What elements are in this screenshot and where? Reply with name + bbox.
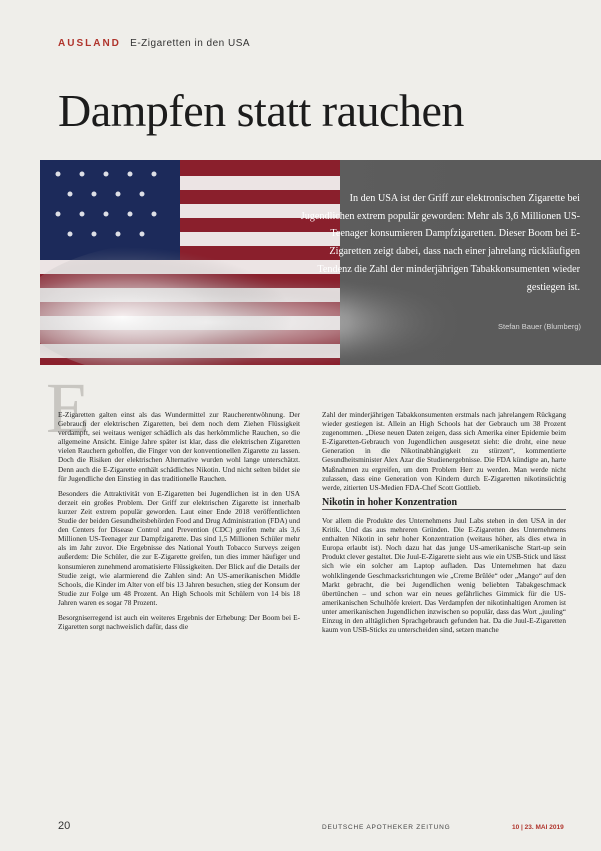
article-headline: Dampfen statt rauchen xyxy=(58,85,464,136)
paragraph: Vor allem die Produkte des Unternehmens Juul Labs stehen in den USA in der Kritik. Und das aus mehreren Gründen. Die E-Zigaretten des Unternehmens enthalten Nikotin in sehr hoher Konzentration (weitaus höher, als dies etwa in Europa erlaubt ist). Noch dazu hat das junge US-amerikanische Start-up sein Produkt clever gestaltet. Die Juul-E-Zigarette sieht aus wie ein USB-Stick und lässt sich wie ein solcher am Laptop aufladen. Das Unternehmen hat dazu wohlklingende Geschmacksrichtungen wie „Creme Brûlée“ oder „Mango“ auf den Markt gebracht, die bei Jugendlichen wenig beliebten Tabakgeschmack übertünchen – und schon war ein neues gefährliches Gimmick für die US-amerikanischen Schulhöfe kreiert. Das Verdampfen der nikotinhaltigen Aromen ist unter amerikanischen Jugendlichen inzwischen so populär, dass das Wort „juuling“ Einzug in den alltäglichen Sprachgebrauch gefunden hat. Da die Juul-E-Zigaretten kaum von USB-Sticks zu unterscheiden sind, setzen manche xyxy=(322,515,566,635)
paragraph: Besonders die Attraktivität von E-Zigaretten bei Jugendlichen ist in den USA derzeit ein großes Problem. Der Griff zur elektrischen Zigarette ist innerhalb kurzer Zeit extrem populär geworden. Laut einer Ende 2018 veröffentlichten Studie der beiden Gesundheitsbehörden Food and Drug Administration (FDA) und den Centers for Disease Control and Prevention (CDC) greifen mehr als 3,6 Millionen US-Teenager zur Dampfzigarette. Das sind 1,5 Millionen Schüler mehr als im Jahr zuvor. Die Ergebnisse des National Youth Tobacco Surveys zeigen außerdem: Die Schüler, die zur E-Zigarette greifen, tun dies immer häufiger und konsumieren zunehmend aromatisierte Flüssigkeiten. Der Blick auf die Details der Studie zeigt, wie alarmierend die Zahlen sind: An US-amerikanischen Middle Schools, die Kinder im Alter von elf bis 13 Jahren besuchen, stieg der Konsum der Studie zur Folge um 48 Prozent. An High Schools mit Schülern von 14 bis 18 Jahren waren es sogar 78 Prozent. xyxy=(58,488,300,607)
column-left xyxy=(58,410,300,637)
paragraph: E-Zigaretten galten einst als das Wundermittel zur Raucherentwöhnung. Der Gebrauch der elektrischen Zigaretten, bei dem noch dem Ziehen Flüssigkeit verdampft, sei weitaus weniger schädlich als das herkömmliche Rauchen, so die allgemeine Ansicht. Einige Jahre später ist klar, dass die elektrischen Zigaretten vielen Rauchern geholfen, die Finger von der konventionellen Zigarette zu lassen. Doch die Risiken der elektrischen Alternative wurden wohl lange unterschätzt. Denn auch die E-Zigarette enthält schädliches Nikotin. Und nicht selten bildet sie für Jugendliche den Einstieg in das traditionelle Rauchen. xyxy=(58,410,300,483)
column-right xyxy=(322,410,566,640)
photo-credit: Stefan Bauer (Blumberg) xyxy=(498,322,581,331)
drop-cap: E xyxy=(46,368,90,448)
topic-label: E-Zigaretten in den USA xyxy=(130,38,251,49)
subheading: Nikotin in hoher Konzentration xyxy=(322,498,566,510)
section-kicker xyxy=(58,38,250,49)
section-label: AUSLAND xyxy=(58,38,121,49)
article-intro: In den USA ist der Griff zur elektronischen Zigarette bei Jugendlichen extrem populär geworden: Mehr als 3,6 Millionen US-Teenager konsumieren Dampfzigaretten. Dieser Boom bei E-Zigaretten zeigt dabei, dass nach einer jahrelang rückläufigen Tendenz die Zahl der minderjährigen Tabakkonsumenten wieder gestiegen ist. xyxy=(300,193,580,293)
paragraph: Zahl der minderjährigen Tabakkonsumenten erstmals nach jahrelangem Rückgang wieder gestiegen ist. Allein an High Schools hat der Gebrauch um 38 Prozent zugenommen. „Diese neuen Daten zeigen, dass sich Amerika einer Epidemie beim E-Zigaretten-Gebrauch von Jugendlichen ausgesetzt sieht: die droht, eine neue Generation in die Nikotinabhängigkeit zu stürzen“, kommentierte Gesundheitsminister Alex Azar die Studienergebnisse. Die FDA kündigte an, harte Maßnahmen zu ergreifen, um dem Problem Herr zu werden. Man werde nicht zulassen, dass eine Generation von Kindern durch E-Zigaretten nikotinsüchtig werde, zitierten US-Medien FDA-Chef Scott Gottlieb. xyxy=(322,410,566,492)
paragraph: Besorgniserregend ist auch ein weiteres Ergebnis der Erhebung: Der Boom bei E-Zigaretten sorgt nachweislich dafür, dass die xyxy=(58,612,300,632)
page-number: 20 xyxy=(58,820,71,832)
magazine-name: DEUTSCHE APOTHEKER ZEITUNG xyxy=(322,824,451,831)
issue-date: 10 | 23. MAI 2019 xyxy=(512,824,564,831)
